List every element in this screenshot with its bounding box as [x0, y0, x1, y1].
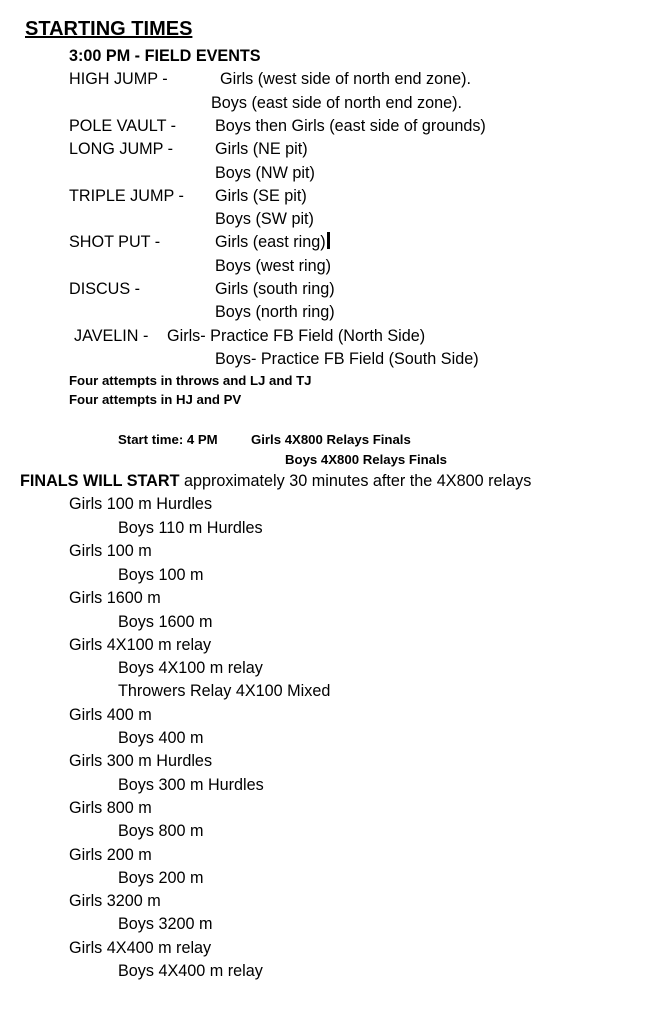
pole-vault-detail: Boys then Girls (east side of grounds) — [215, 117, 486, 135]
attempts-note-throws: Four attempts in throws and LJ and TJ — [69, 373, 312, 388]
javelin-girls: Girls- Practice FB Field (North Side) — [167, 327, 426, 345]
relay-start-time: Start time: 4 PM — [118, 432, 218, 447]
shot-put-label: SHOT PUT - — [69, 233, 161, 251]
finals-event: Girls 100 m — [69, 542, 152, 560]
triple-jump-boys: Boys (SW pit) — [215, 210, 314, 228]
attempts-note-jumps: Four attempts in HJ and PV — [69, 392, 242, 407]
long-jump-label: LONG JUMP - — [69, 140, 174, 158]
discus-girls: Girls (south ring) — [215, 280, 335, 298]
high-jump-boys: Boys (east side of north end zone). — [211, 94, 463, 112]
text-cursor — [327, 232, 330, 249]
shot-put-boys: Boys (west ring) — [215, 257, 332, 275]
finals-event: Boys 100 m — [118, 566, 204, 584]
high-jump-label: HIGH JUMP - — [69, 70, 168, 88]
finals-event: Girls 100 m Hurdles — [69, 495, 213, 513]
finals-event: Girls 400 m — [69, 706, 152, 724]
discus-label: DISCUS - — [69, 280, 141, 298]
finals-event: Girls 4X100 m relay — [69, 636, 212, 654]
finals-event: Girls 300 m Hurdles — [69, 752, 213, 770]
javelin-boys: Boys- Practice FB Field (South Side) — [215, 350, 479, 368]
triple-jump-girls: Girls (SE pit) — [215, 187, 307, 205]
finals-event: Boys 4X400 m relay — [118, 962, 263, 980]
long-jump-girls: Girls (NE pit) — [215, 140, 308, 158]
finals-event: Throwers Relay 4X100 Mixed — [118, 682, 331, 700]
finals-event: Boys 300 m Hurdles — [118, 776, 264, 794]
long-jump-boys: Boys (NW pit) — [215, 164, 315, 182]
finals-event: Boys 4X100 m relay — [118, 659, 263, 677]
field-events-heading: 3:00 PM - FIELD EVENTS — [69, 47, 261, 65]
relay-girls-4x800: Girls 4X800 Relays Finals — [251, 432, 411, 447]
finals-event: Girls 200 m — [69, 846, 152, 864]
finals-event: Boys 400 m — [118, 729, 204, 747]
finals-start-rest: approximately 30 minutes after the 4X800 relays — [179, 472, 532, 490]
finals-event: Boys 200 m — [118, 869, 204, 887]
high-jump-girls: Girls (west side of north end zone). — [220, 70, 472, 88]
finals-event: Girls 1600 m — [69, 589, 161, 607]
finals-event: Boys 3200 m — [118, 915, 213, 933]
finals-event: Girls 800 m — [69, 799, 152, 817]
finals-start-line — [20, 471, 531, 491]
triple-jump-label: TRIPLE JUMP - — [69, 187, 184, 205]
page-title: STARTING TIMES — [25, 18, 193, 40]
shot-put-girls: Girls (east ring) — [215, 233, 326, 251]
finals-event: Boys 110 m Hurdles — [118, 519, 263, 537]
pole-vault-label: POLE VAULT - — [69, 117, 177, 135]
shot-put-girls-line — [215, 232, 330, 252]
finals-start-bold: FINALS WILL START — [20, 472, 180, 490]
finals-event: Boys 1600 m — [118, 613, 213, 631]
finals-event: Boys 800 m — [118, 822, 204, 840]
relay-boys-4x800: Boys 4X800 Relays Finals — [285, 452, 448, 467]
discus-boys: Boys (north ring) — [215, 303, 335, 321]
javelin-label: JAVELIN - — [74, 327, 149, 345]
finals-event: Girls 4X400 m relay — [69, 939, 212, 957]
finals-event: Girls 3200 m — [69, 892, 161, 910]
